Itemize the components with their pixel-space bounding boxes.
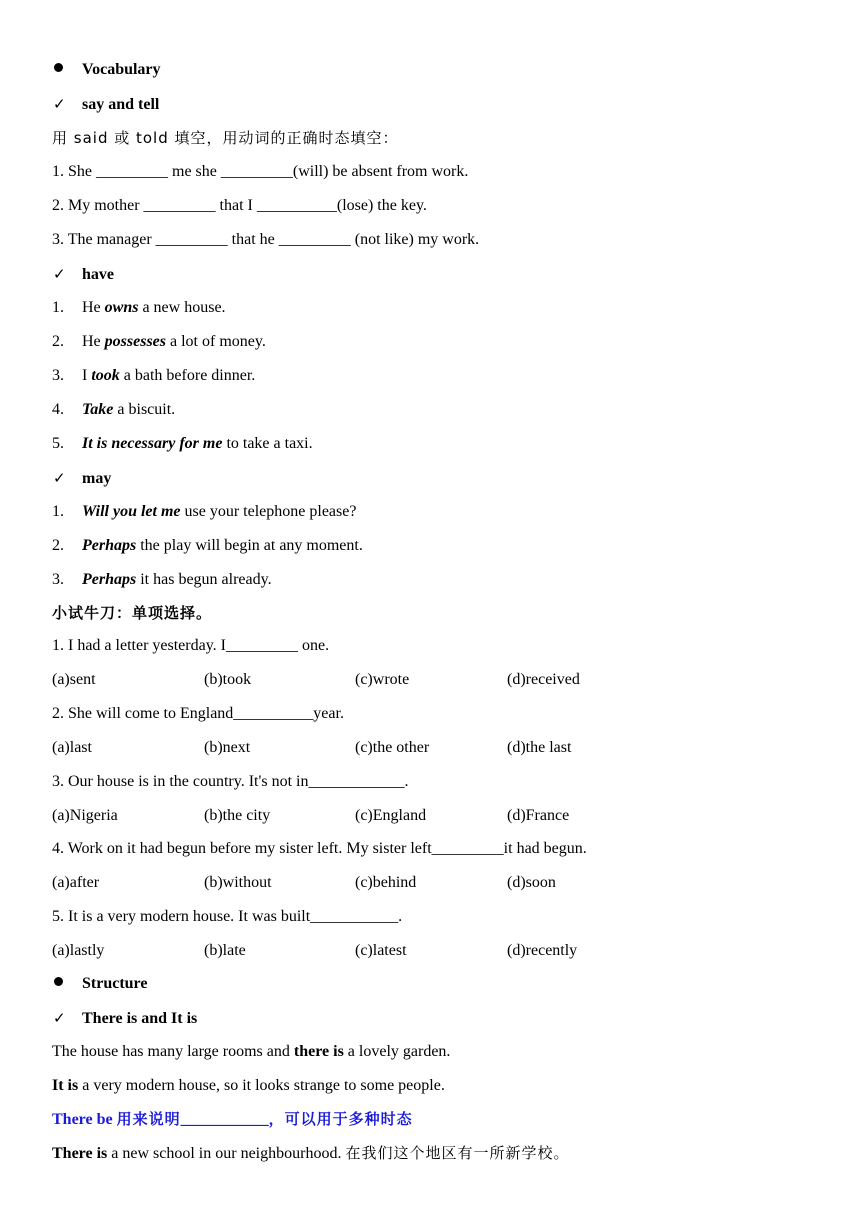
option-d[interactable]: (d)soon <box>507 874 556 891</box>
option-d[interactable]: (d)France <box>507 807 570 824</box>
subheading-say-tell: ✓ say and tell <box>53 95 160 113</box>
checkmark-icon: ✓ <box>53 1009 66 1027</box>
instruction-text: 用 said 或 told 填空，用动词的正确时态填空： <box>52 129 399 147</box>
option-b[interactable]: (b)next <box>204 739 251 756</box>
option-b[interactable]: (b)took <box>204 671 252 688</box>
section-heading-vocabulary: Vocabulary <box>52 58 161 82</box>
bullet-icon <box>54 977 63 986</box>
have-item-1: 1. He owns a new house. <box>52 299 226 316</box>
bullet-icon <box>54 63 63 72</box>
quiz-question-3: 3. Our house is in the country. It's not in____________. <box>52 773 409 790</box>
example-sentence-1: The house has many large rooms and there is a lovely garden. <box>52 1043 451 1060</box>
quiz-question-2: 2. She will come to England__________year. <box>52 705 344 722</box>
option-a[interactable]: (a)Nigeria <box>52 807 118 824</box>
option-b[interactable]: (b)without <box>204 874 272 891</box>
option-a[interactable]: (a)sent <box>52 671 96 688</box>
have-item-4: 4. Take a biscuit. <box>52 401 176 418</box>
exercise-item-2: 2. My mother _________ that I __________(lose) the key. <box>52 197 427 214</box>
option-b[interactable]: (b)late <box>204 942 246 959</box>
quiz-options-4 <box>52 871 812 895</box>
exercise-item-3: 3. The manager _________ that he _________ (not like) my work. <box>52 231 480 248</box>
subheading-have: ✓ have <box>53 265 114 283</box>
section-heading-structure: Structure <box>52 972 147 996</box>
example-sentence-2: It is a very modern house, so it looks strange to some people. <box>52 1077 445 1094</box>
quiz-options-2 <box>52 736 812 760</box>
may-item-3: 3. Perhaps it has begun already. <box>52 571 272 588</box>
option-d[interactable]: (d)received <box>507 671 580 688</box>
option-c[interactable]: (c)wrote <box>355 671 410 688</box>
option-c[interactable]: (c)the other <box>355 739 430 756</box>
checkmark-icon: ✓ <box>53 469 66 487</box>
quiz-options-1 <box>52 668 812 692</box>
option-c[interactable]: (c)behind <box>355 874 417 891</box>
option-a[interactable]: (a)lastly <box>52 942 105 959</box>
have-item-5: 5. It is necessary for me to take a taxi. <box>52 435 313 452</box>
note-there-be: There be 用来说明___________，可以用于多种时态 <box>52 1110 413 1128</box>
checkmark-icon: ✓ <box>53 95 66 113</box>
quiz-heading: 小试牛刀：单项选择。 <box>52 604 213 622</box>
example-sentence-3: There is a new school in our neighbourhood. 在我们这个地区有一所新学校。 <box>52 1144 570 1162</box>
have-item-3: 3. I took a bath before dinner. <box>52 367 256 384</box>
quiz-options-3 <box>52 804 812 828</box>
option-b[interactable]: (b)the city <box>204 807 271 824</box>
checkmark-icon: ✓ <box>53 265 66 283</box>
option-d[interactable]: (d)recently <box>507 942 578 959</box>
exercise-item-1: 1. She _________ me she _________(will) be absent from work. <box>52 163 469 180</box>
option-d[interactable]: (d)the last <box>507 739 572 756</box>
quiz-options-5 <box>52 939 812 963</box>
quiz-question-4: 4. Work on it had begun before my sister left. My sister left_________it had begun. <box>52 840 587 857</box>
option-a[interactable]: (a)after <box>52 874 100 891</box>
option-c[interactable]: (c)latest <box>355 942 407 959</box>
option-a[interactable]: (a)last <box>52 739 92 756</box>
quiz-question-5: 5. It is a very modern house. It was built___________. <box>52 908 403 925</box>
option-c[interactable]: (c)England <box>355 807 427 824</box>
may-item-1: 1. Will you let me use your telephone please? <box>52 503 357 520</box>
quiz-question-1: 1. I had a letter yesterday. I_________ one. <box>52 637 330 654</box>
have-item-2: 2. He possesses a lot of money. <box>52 333 266 350</box>
may-item-2: 2. Perhaps the play will begin at any moment. <box>52 537 363 554</box>
subheading-there-is: ✓ There is and It is <box>53 1009 198 1027</box>
subheading-may: ✓ may <box>53 469 112 487</box>
